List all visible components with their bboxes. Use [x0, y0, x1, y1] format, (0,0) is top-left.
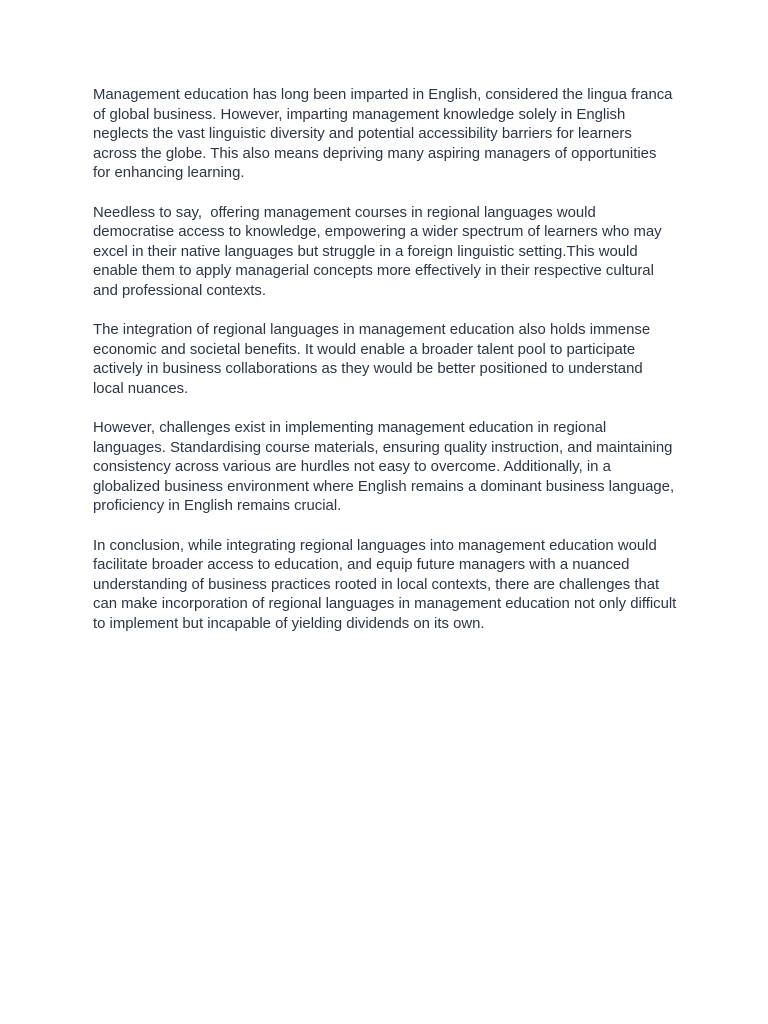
- paragraph-3: The integration of regional languages in management education also holds immense economic and societal benefits. It would enable a broader talent pool to participate actively in business collaborations as they would be better positioned to understand local nuances.: [93, 322, 655, 397]
- document-body: [93, 86, 681, 654]
- paragraph-2: Needless to say, offering management courses in regional languages would democratise access to knowledge, empowering a wider spectrum of learners who may excel in their native languages but struggle in a foreign linguistic setting.This would enable them to apply managerial concepts more effectively in their respective cultural and professional contexts.: [93, 204, 666, 299]
- paragraph-1: Management education has long been imparted in English, considered the lingua franca of global business. However, imparting management knowledge solely in English neglects the vast linguistic diversity and potential accessibility barriers for learners across the globe. This also means depriving many aspiring managers of opportunities for enhancing learning.: [93, 87, 677, 182]
- paragraph-5: In conclusion, while integrating regional languages into management education would facilitate broader access to education, and equip future managers with a nuanced understanding of business practices rooted in local contexts, there are challenges that can make incorporation of regional languages in management education not only difficult to implement but incapable of yielding dividends on its own.: [93, 537, 681, 633]
- paragraph-4: However, challenges exist in implementing management education in regional languages. Standardising course materials, ensuring quality instruction, and maintaining consistency across various are hurdles not easy to overcome. Additionally, in a globalized business environment where English remains a dominant business language, proficiency in English remains crucial.: [93, 420, 679, 515]
